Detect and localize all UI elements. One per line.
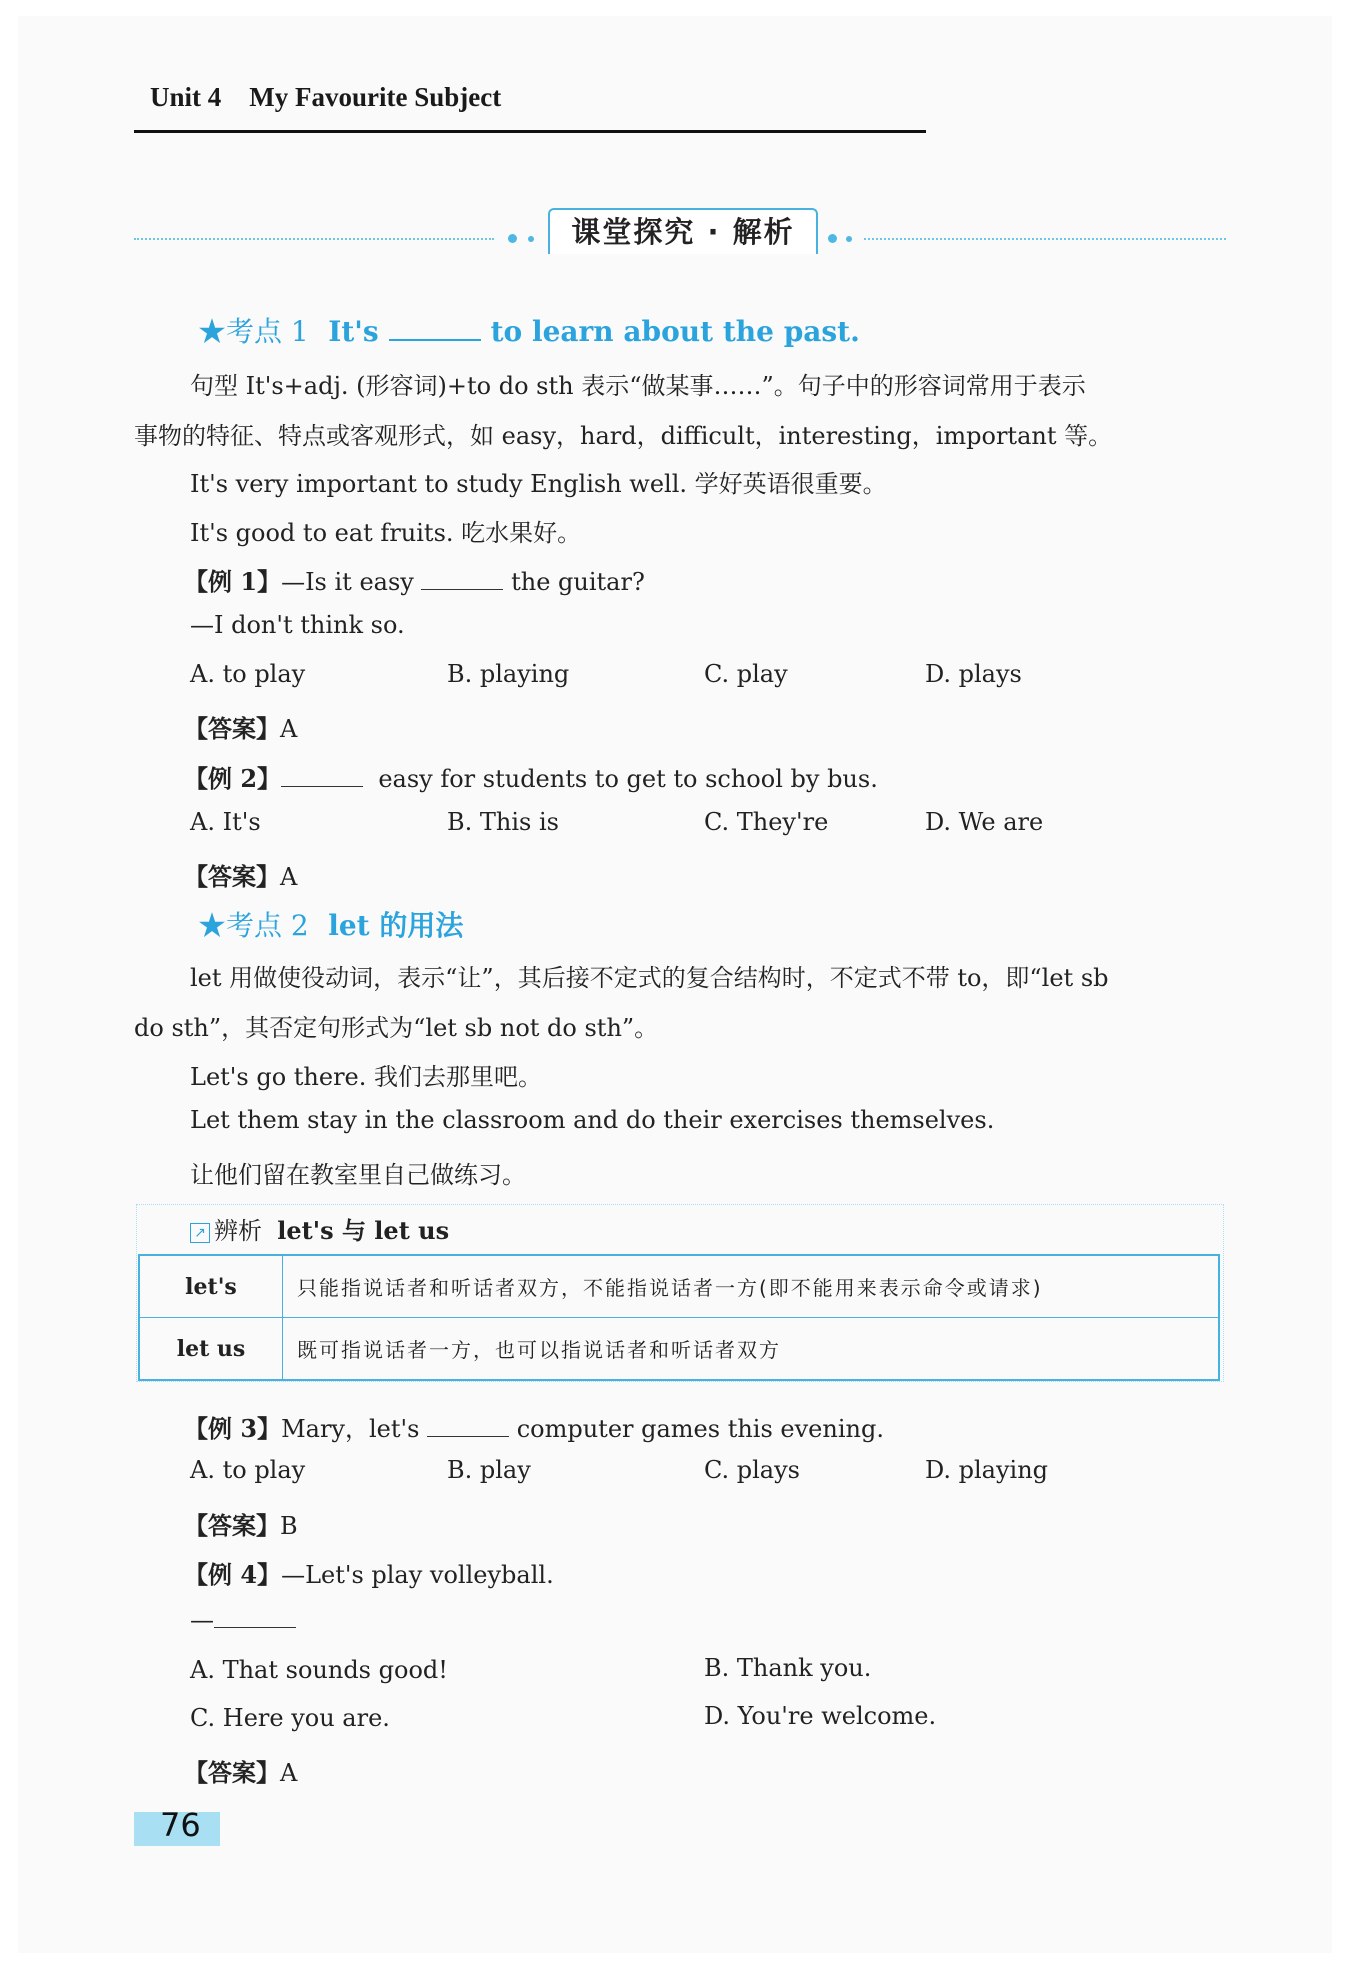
key-point-1-heading bbox=[198, 310, 860, 350]
answer-blank bbox=[421, 567, 503, 590]
example-sentence: It's very important to study English well. 学好英语很重要。 bbox=[190, 470, 887, 498]
example-translation: 让他们留在教室里自己做练习。 bbox=[190, 1161, 526, 1189]
question-1-reply: —I don't think so. bbox=[190, 611, 405, 639]
answer-label: 【答案】 bbox=[184, 714, 280, 743]
question-text: —Let's play volleyball. bbox=[281, 1561, 554, 1589]
header-rule bbox=[134, 130, 926, 133]
question-text: computer games this evening. bbox=[516, 1415, 884, 1443]
option-d: D. You're welcome. bbox=[704, 1702, 937, 1730]
question-text: easy for students to get to school by bus. bbox=[378, 765, 878, 793]
question-2-answer bbox=[184, 857, 297, 892]
question-4-answer bbox=[184, 1753, 297, 1788]
dash: — bbox=[190, 1606, 214, 1634]
question-text: the guitar? bbox=[511, 568, 645, 596]
question-text: Mary，let's bbox=[281, 1415, 420, 1443]
question-2-stem bbox=[184, 759, 878, 794]
example-sentence: Let them stay in the classroom and do their exercises themselves. bbox=[190, 1106, 995, 1134]
comparison-title: let's 与 let us bbox=[277, 1216, 450, 1245]
option-a: A. to play bbox=[190, 660, 306, 688]
option-d: D. We are bbox=[925, 808, 1044, 836]
running-header bbox=[150, 82, 501, 113]
blank-line bbox=[389, 317, 481, 341]
key-point-text: let 的用法 bbox=[328, 909, 464, 942]
page-number-tab bbox=[134, 1806, 220, 1846]
paragraph-line: do sth”，其否定句形式为“let sb not do sth”。 bbox=[134, 1014, 659, 1042]
option-c: C. They're bbox=[704, 808, 829, 836]
comparison-table bbox=[138, 1254, 1220, 1381]
table-row bbox=[139, 1318, 1219, 1381]
answer-blank bbox=[281, 764, 363, 787]
paragraph-line: 句型 It's+adj. (形容词)+to do sth 表示“做某事……”。句子中的形容词常用于表示 bbox=[190, 372, 1086, 400]
answer-label: 【答案】 bbox=[184, 1758, 280, 1787]
table-value-cell: 只能指说话者和听话者双方，不能指说话者一方(即不能用来表示命令或请求) bbox=[283, 1255, 1220, 1318]
example-sentence: It's good to eat fruits. 吃水果好。 bbox=[190, 519, 582, 547]
answer-value: A bbox=[280, 1759, 298, 1787]
answer-blank bbox=[427, 1414, 509, 1437]
answer-label: 【答案】 bbox=[184, 1511, 280, 1540]
paragraph-line: let 用做使役动词，表示“让”，其后接不定式的复合结构时，不定式不带 to，即“let sb bbox=[190, 964, 1109, 992]
option-c: C. Here you are. bbox=[190, 1704, 390, 1732]
section-dot bbox=[828, 234, 837, 243]
question-label: 【例 2】 bbox=[184, 764, 282, 793]
key-point-label: ★考点 1 bbox=[198, 315, 309, 348]
page-number: 76 bbox=[160, 1806, 201, 1844]
question-label: 【例 1】 bbox=[184, 567, 282, 596]
section-line-left bbox=[134, 238, 494, 240]
key-point-2-heading bbox=[198, 904, 463, 944]
answer-value: B bbox=[280, 1512, 298, 1540]
question-label: 【例 4】 bbox=[184, 1560, 282, 1589]
question-3-answer bbox=[184, 1506, 298, 1541]
option-c: C. plays bbox=[704, 1456, 800, 1484]
section-dot bbox=[508, 234, 517, 243]
answer-blank bbox=[214, 1605, 296, 1628]
question-3-stem bbox=[184, 1409, 884, 1444]
table-key-cell: let's bbox=[139, 1255, 283, 1318]
option-a: A. It's bbox=[190, 808, 261, 836]
question-1-stem bbox=[184, 562, 645, 597]
pencil-icon: ↗ bbox=[190, 1223, 210, 1243]
option-d: D. playing bbox=[925, 1456, 1049, 1484]
option-b: B. playing bbox=[447, 660, 570, 688]
paragraph-line: 事物的特征、特点或客观形式，如 easy，hard，difficult，interesting，important 等。 bbox=[134, 422, 1113, 450]
example-sentence: Let's go there. 我们去那里吧。 bbox=[190, 1063, 543, 1091]
section-dot bbox=[846, 236, 852, 242]
answer-value: A bbox=[280, 715, 298, 743]
table-key-cell: let us bbox=[139, 1318, 283, 1381]
question-4-stem bbox=[184, 1555, 554, 1590]
option-b: B. play bbox=[447, 1456, 531, 1484]
table-value-cell: 既可指说话者一方，也可以指说话者和听话者双方 bbox=[283, 1318, 1220, 1381]
question-label: 【例 3】 bbox=[184, 1414, 282, 1443]
option-b: B. This is bbox=[447, 808, 559, 836]
comparison-label: 辨析 bbox=[214, 1217, 262, 1245]
section-title: 课堂探究 · 解析 bbox=[548, 208, 818, 254]
key-point-text: to learn about the past. bbox=[490, 315, 860, 348]
option-a: A. to play bbox=[190, 1456, 306, 1484]
option-b: B. Thank you. bbox=[704, 1654, 872, 1682]
option-c: C. play bbox=[704, 660, 788, 688]
question-1-answer bbox=[184, 709, 297, 744]
comparison-heading bbox=[190, 1211, 449, 1246]
option-a: A. That sounds good! bbox=[190, 1656, 448, 1684]
unit-number: Unit 4 bbox=[150, 82, 222, 112]
question-text: —Is it easy bbox=[281, 568, 414, 596]
option-d: D. plays bbox=[925, 660, 1022, 688]
section-line-right bbox=[864, 238, 1226, 240]
key-point-label: ★考点 2 bbox=[198, 909, 309, 942]
table-row bbox=[139, 1255, 1219, 1318]
answer-value: A bbox=[280, 863, 298, 891]
key-point-text: It's bbox=[328, 315, 379, 348]
section-dot bbox=[528, 236, 534, 242]
question-4-reply bbox=[190, 1605, 296, 1634]
answer-label: 【答案】 bbox=[184, 862, 280, 891]
unit-title: My Favourite Subject bbox=[249, 82, 502, 112]
